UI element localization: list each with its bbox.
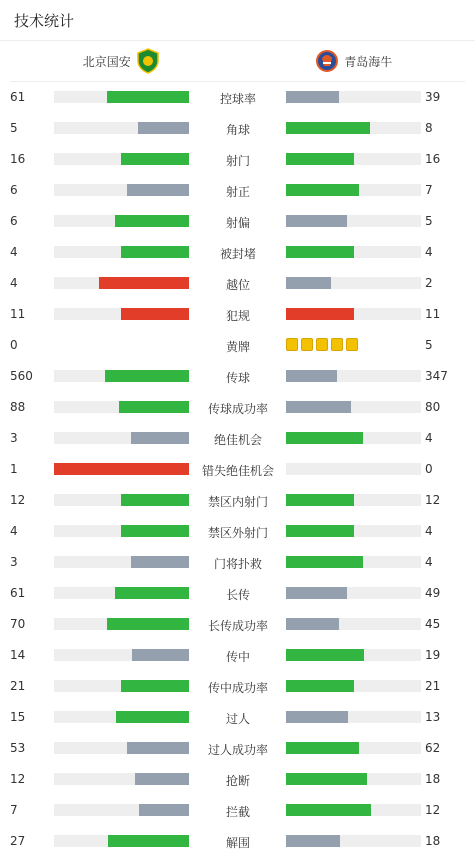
stat-row	[0, 113, 475, 144]
away-bar-fill	[286, 184, 359, 196]
away-bar-fill	[286, 246, 354, 258]
away-bar-fill	[286, 649, 364, 661]
home-value: 0	[10, 338, 18, 352]
home-bar-fill	[54, 463, 189, 475]
home-value: 16	[10, 152, 26, 166]
away-bar-track	[286, 649, 421, 661]
away-bar-track	[286, 91, 421, 103]
home-team-name: 北京国安	[82, 54, 131, 69]
home-value: 12	[10, 772, 26, 786]
away-bar-track	[286, 370, 421, 382]
stat-label: 禁区外射门	[207, 526, 268, 540]
home-value: 11	[10, 307, 26, 321]
stat-label: 传中	[225, 650, 250, 664]
stat-row	[0, 826, 475, 857]
stat-label: 传球	[225, 371, 250, 385]
home-team-logo-icon	[137, 48, 159, 74]
home-bar-track	[54, 401, 189, 413]
away-bar-fill	[286, 804, 371, 816]
away-bar-track	[286, 618, 421, 630]
home-value: 88	[10, 400, 26, 414]
away-bar-fill	[286, 401, 351, 413]
home-value: 4	[10, 276, 18, 290]
stat-row	[0, 82, 475, 113]
home-value: 5	[10, 121, 18, 135]
home-bar-fill	[121, 153, 189, 165]
away-bar-track	[286, 680, 421, 692]
stat-label: 过人	[225, 712, 250, 726]
away-value: 16	[425, 152, 441, 166]
home-bar-track	[54, 463, 189, 475]
stat-row	[0, 702, 475, 733]
stat-label: 射偏	[225, 216, 250, 230]
away-value: 18	[425, 834, 441, 848]
away-value: 21	[425, 679, 441, 693]
home-bar-fill	[121, 525, 189, 537]
away-value: 0	[425, 462, 433, 476]
home-bar-track	[54, 804, 189, 816]
yellow-card-icon	[331, 338, 343, 351]
home-bar-fill	[115, 215, 189, 227]
away-value: 11	[425, 307, 441, 321]
away-bar-fill	[286, 773, 367, 785]
away-value: 347	[425, 369, 448, 383]
away-bar-fill	[286, 556, 363, 568]
stat-label: 越位	[225, 278, 250, 292]
home-bar-track	[54, 122, 189, 134]
away-value: 4	[425, 245, 433, 259]
home-value: 4	[10, 245, 18, 259]
yellow-card-icon	[346, 338, 358, 351]
away-value: 13	[425, 710, 441, 724]
stat-row	[0, 361, 475, 392]
away-bar-fill	[286, 277, 331, 289]
away-value: 4	[425, 431, 433, 445]
home-bar-fill	[132, 649, 189, 661]
stat-row	[0, 423, 475, 454]
away-bar-track	[286, 804, 421, 816]
home-bar-track	[54, 587, 189, 599]
home-bar-fill	[135, 773, 189, 785]
away-bar-track	[286, 587, 421, 599]
stat-label: 长传	[225, 588, 250, 602]
stat-label: 门将扑救	[213, 557, 262, 571]
home-bar-track	[54, 277, 189, 289]
stat-row	[0, 516, 475, 547]
home-bar-track	[54, 618, 189, 630]
stat-label: 传中成功率	[207, 681, 268, 695]
stat-row	[0, 733, 475, 764]
away-bar-fill	[286, 215, 347, 227]
home-value: 21	[10, 679, 26, 693]
home-bar-track	[54, 308, 189, 320]
home-value: 1	[10, 462, 18, 476]
home-bar-track	[54, 215, 189, 227]
home-bar-track	[54, 246, 189, 258]
away-bar-track	[286, 525, 421, 537]
away-bar-fill	[286, 835, 340, 847]
home-bar-fill	[121, 246, 189, 258]
away-value: 45	[425, 617, 441, 631]
home-bar-track	[54, 711, 189, 723]
stat-label: 抢断	[225, 774, 250, 788]
home-team[interactable]	[10, 48, 238, 74]
home-value: 61	[10, 90, 26, 104]
home-bar-fill	[127, 184, 189, 196]
home-bar-track	[54, 649, 189, 661]
home-bar-fill	[119, 401, 189, 413]
home-bar-fill	[121, 494, 189, 506]
stat-row	[0, 764, 475, 795]
stats-list	[0, 82, 475, 857]
home-bar-fill	[107, 91, 189, 103]
away-bar-track	[286, 153, 421, 165]
home-bar-fill	[127, 742, 189, 754]
yellow-cards	[286, 338, 358, 351]
stat-row	[0, 795, 475, 826]
away-value: 19	[425, 648, 441, 662]
stat-row	[0, 578, 475, 609]
away-bar-track	[286, 432, 421, 444]
away-value: 4	[425, 524, 433, 538]
page-title: 技术统计	[14, 11, 75, 30]
stat-label: 过人成功率	[207, 743, 268, 757]
away-bar-track	[286, 277, 421, 289]
stat-row	[0, 175, 475, 206]
away-bar-track	[286, 122, 421, 134]
home-value: 12	[10, 493, 26, 507]
home-bar-fill	[105, 370, 189, 382]
away-team-name: 青岛海牛	[344, 54, 393, 69]
stat-row	[0, 640, 475, 671]
away-value: 39	[425, 90, 441, 104]
home-value: 3	[10, 431, 18, 445]
away-value: 12	[425, 803, 441, 817]
home-bar-track	[54, 91, 189, 103]
away-bar-fill	[286, 525, 354, 537]
stat-label: 拦截	[225, 805, 250, 819]
away-bar-track	[286, 742, 421, 754]
home-bar-fill	[99, 277, 189, 289]
away-bar-fill	[286, 742, 359, 754]
away-bar-fill	[286, 680, 354, 692]
home-value: 4	[10, 524, 18, 538]
away-team-logo-icon	[316, 48, 338, 74]
away-bar-fill	[286, 122, 370, 134]
away-bar-track	[286, 463, 421, 475]
stat-label: 绝佳机会	[213, 433, 262, 447]
stat-label: 角球	[225, 123, 250, 137]
away-bar-fill	[286, 370, 337, 382]
home-bar-track	[54, 153, 189, 165]
away-bar-track	[286, 556, 421, 568]
home-bar-fill	[107, 618, 189, 630]
home-bar-track	[54, 525, 189, 537]
stat-label: 禁区内射门	[207, 495, 268, 509]
home-bar-fill	[121, 680, 189, 692]
home-value: 27	[10, 834, 26, 848]
home-value: 6	[10, 214, 18, 228]
home-value: 7	[10, 803, 18, 817]
away-bar-track	[286, 711, 421, 723]
home-bar-track	[54, 432, 189, 444]
away-bar-fill	[286, 91, 339, 103]
away-value: 8	[425, 121, 433, 135]
stat-label: 射正	[225, 185, 250, 199]
yellow-card-icon	[316, 338, 328, 351]
stat-row	[0, 609, 475, 640]
home-bar-fill	[115, 587, 189, 599]
away-bar-track	[286, 308, 421, 320]
home-bar-track	[54, 556, 189, 568]
stat-row	[0, 454, 475, 485]
home-value: 560	[10, 369, 33, 383]
home-bar-fill	[131, 556, 189, 568]
stat-label: 长传成功率	[207, 619, 268, 633]
stat-label: 犯规	[225, 309, 250, 323]
home-bar-fill	[139, 804, 189, 816]
home-bar-fill	[138, 122, 189, 134]
home-value: 3	[10, 555, 18, 569]
home-bar-track	[54, 370, 189, 382]
home-bar-track	[54, 184, 189, 196]
away-value: 7	[425, 183, 433, 197]
away-bar-track	[286, 494, 421, 506]
yellow-card-icon	[286, 338, 298, 351]
stat-label: 解围	[225, 836, 250, 850]
home-value: 14	[10, 648, 26, 662]
stat-label: 传球成功率	[207, 402, 268, 416]
stat-row	[0, 268, 475, 299]
stat-row	[0, 392, 475, 423]
stat-row	[0, 485, 475, 516]
home-bar-track	[54, 680, 189, 692]
away-bar-track	[286, 215, 421, 227]
home-bar-track	[54, 835, 189, 847]
away-value: 5	[425, 338, 433, 352]
away-bar-track	[286, 184, 421, 196]
away-bar-track	[286, 246, 421, 258]
away-bar-fill	[286, 432, 363, 444]
home-bar-fill	[116, 711, 189, 723]
stat-row	[0, 330, 475, 361]
stat-label: 控球率	[219, 92, 256, 106]
away-bar-fill	[286, 494, 354, 506]
stat-label: 射门	[225, 154, 250, 168]
home-bar-track	[54, 494, 189, 506]
away-value: 12	[425, 493, 441, 507]
home-bar-fill	[108, 835, 189, 847]
home-bar-track	[54, 742, 189, 754]
home-bar-track	[54, 773, 189, 785]
home-value: 70	[10, 617, 26, 631]
away-bar-fill	[286, 308, 354, 320]
yellow-card-icon	[301, 338, 313, 351]
home-bar-fill	[131, 432, 189, 444]
home-bar-fill	[121, 308, 189, 320]
home-value: 53	[10, 741, 26, 755]
stat-row	[0, 671, 475, 702]
away-bar-track	[286, 401, 421, 413]
away-bar-track	[286, 773, 421, 785]
away-value: 62	[425, 741, 441, 755]
stat-label: 被封堵	[219, 247, 256, 261]
stat-row	[0, 206, 475, 237]
stat-row	[0, 237, 475, 268]
home-value: 15	[10, 710, 26, 724]
teams-bar	[10, 41, 465, 82]
home-value: 6	[10, 183, 18, 197]
away-bar-fill	[286, 153, 354, 165]
away-bar-fill	[286, 618, 339, 630]
home-value: 61	[10, 586, 26, 600]
away-value: 49	[425, 586, 441, 600]
stat-row	[0, 144, 475, 175]
away-team[interactable]	[238, 48, 466, 74]
stat-label: 黄牌	[225, 340, 250, 354]
away-bar-fill	[286, 587, 347, 599]
away-bar-track	[286, 835, 421, 847]
away-bar-fill	[286, 711, 348, 723]
stat-row	[0, 547, 475, 578]
stats-header	[0, 0, 475, 41]
away-value: 80	[425, 400, 441, 414]
stat-row	[0, 299, 475, 330]
away-value: 18	[425, 772, 441, 786]
away-value: 2	[425, 276, 433, 290]
stat-label: 错失绝佳机会	[201, 464, 274, 478]
away-value: 5	[425, 214, 433, 228]
away-value: 4	[425, 555, 433, 569]
